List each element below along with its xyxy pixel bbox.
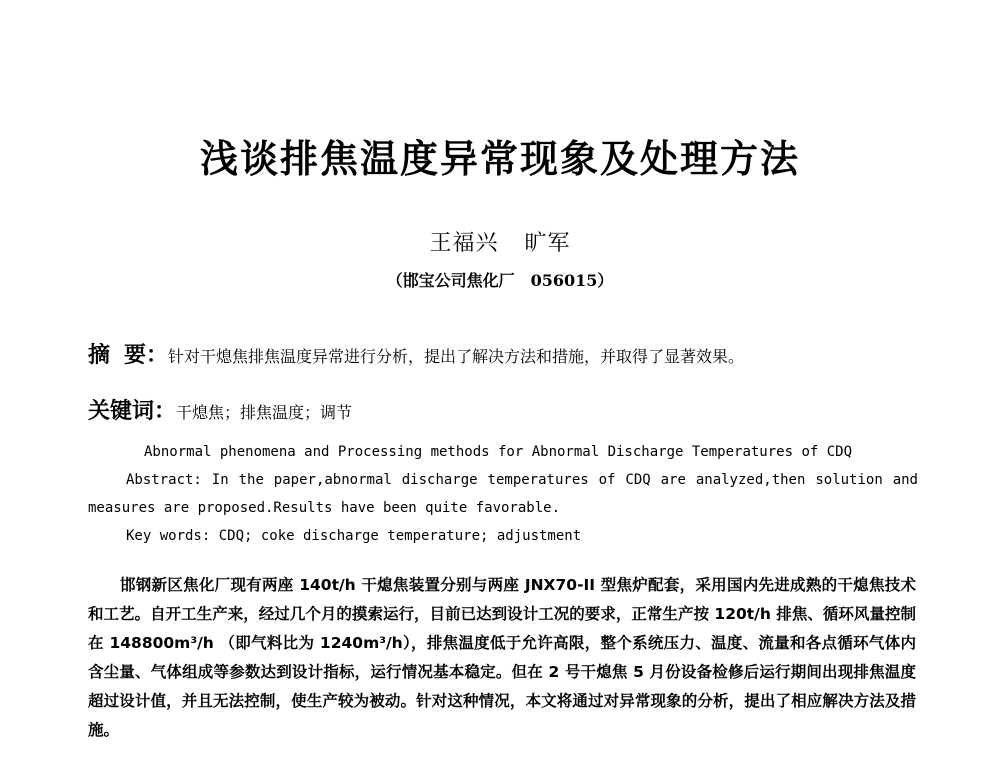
english-abstract: Abstract: In the paper,abnormal discharge temperatures of CDQ are analyzed,then solution and measures are proposed.Results have been quite favorable. (88, 472, 918, 516)
affiliation: （邯宝公司焦化厂 056015） (386, 271, 614, 290)
abstract-text: 针对干熄焦排焦温度异常进行分析，提出了解决方法和措施，并取得了显著效果。 (168, 347, 745, 366)
body-paragraph: 邯钢新区焦化厂现有两座 140t/h 干熄焦装置分别与两座 JNX70-II 型焦炉配套，采用国内先进成熟的干熄焦技术和工艺。自开工生产来，经过几个月的摸索运行，目前已达到设计工况的要求，正常生产按 120t/h 排焦、循环风量控制在 148800m³/h （即气料比为 1240m³/h），排焦温度低于允许高限，整个系统压力、温度、流量和各点循环气体内含尘量、气体组成等参数达到设计指标，运行情况基本稳定。但在 2 号干熄焦 5 月份设备检修后运行期间出现排焦温度超过设计值，并且无法控制，使生产较为被动。针对这种情况，本文将通过对异常现象的分析，提出了相应解决方法及措施。 (88, 576, 916, 739)
author-name: 王福兴 (429, 231, 499, 256)
author-list (0, 226, 1000, 257)
keywords-label: 关键词： (88, 399, 177, 424)
english-title: Abnormal phenomena and Processing methods for Abnormal Discharge Temperatures of CDQ (144, 444, 853, 460)
english-keywords: Key words: CDQ; coke discharge temperature; adjustment (126, 528, 582, 544)
abstract-section (88, 338, 928, 369)
abstract-label-2: 要： (124, 343, 169, 368)
keywords-text: 干熄焦；排焦温度；调节 (176, 403, 353, 422)
author-name: 旷军 (524, 231, 571, 256)
abstract-label-1: 摘 (88, 343, 125, 368)
paper-title: 浅谈排焦温度异常现象及处理方法 (199, 137, 800, 181)
keywords-section (88, 394, 928, 425)
